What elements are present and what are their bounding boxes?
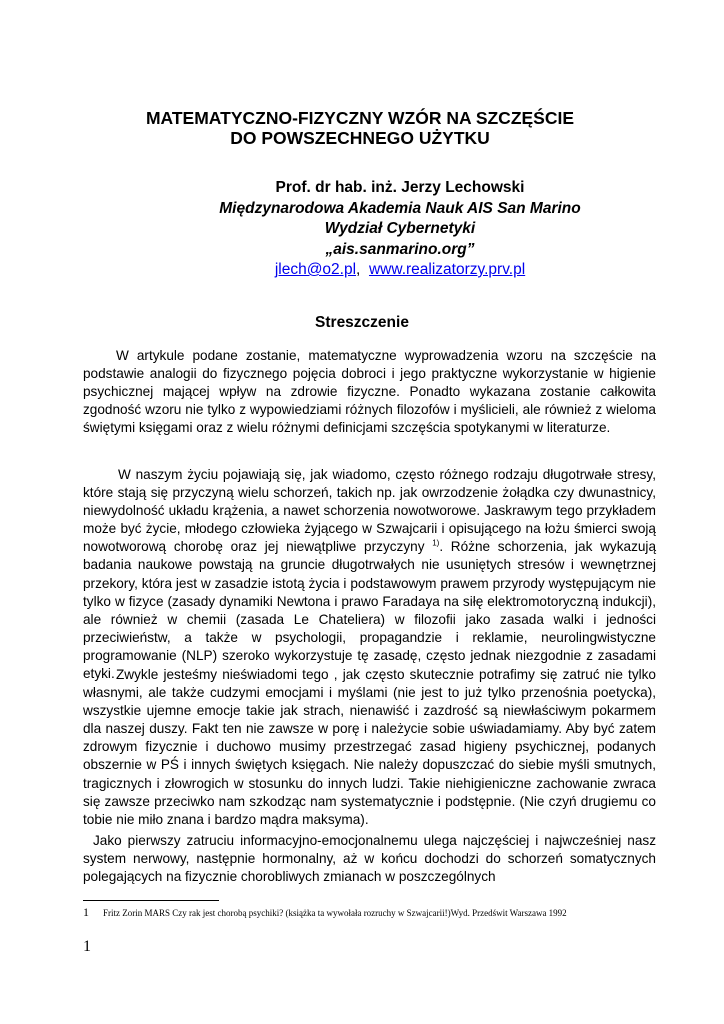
author-website-label: „ais.sanmarino.org” — [325, 240, 475, 258]
body-paragraph-1 — [83, 466, 656, 683]
author-department: Wydział Cybernetyki — [324, 220, 476, 237]
title-line-2: DO POWSZECHNEGO UŻYTKU — [230, 128, 490, 148]
footnote-number: 1 — [83, 905, 89, 919]
contact-separator: , — [356, 261, 361, 278]
footnote-divider — [83, 900, 219, 901]
email-link[interactable]: jlech@o2.pl — [274, 261, 357, 278]
body-paragraph-2: Zwykle jesteśmy nieświadomi tego , jak często skutecznie potrafimy się zatruć nie tylko własnymi, ale także cudzymi emocjami i myślami (nie jest to już tylko przenośnia poetycka), wszystkie ujemne emocje takie jak strach, nienawiść i zazdrość są niewłaściwym pokarmem dla naszej duszy. Fakt ten nie zawsze w porę i należycie sobie uświadamiamy. Aby być zatem zdrowym fizycznie i duchowo musimy przestrzegać zasad higieny psychicznej, podanych obszernie w PŚ i innych świętych księgach. Nie należy dopuszczać do siebie myśli smutnych, tragicznych i złowrogich w stosunku do innych ludzi. Takie niehigieniczne zachowanie zwraca się zawsze przeciwko nam szkodząc nam systematycznie i podstępnie. (Nie czyń drugiemu co tobie nie miło znana i bardzo mądra maksyma). — [83, 667, 656, 827]
paragraph-text: W naszym życiu pojawiają się, jak wiadomo, często różnego rodzaju długotrwałe stresy, które stają się przyczyną wielu schorzeń, takich np. jak owrzodzenie żołądka czy dwunastnicy, niewydolność układu krążenia, a nawet schorzenia nowotworowe. Jaskrawym tego przykładem może być życie, młodego człowieka żyjącego w Szwajcarii i opisującego na łożu śmierci swoją nowotworową chorobę oraz jej niewątpliwe przyczyny — [83, 467, 656, 555]
footnote-reference[interactable]: 1) — [432, 538, 440, 548]
title-line-1: MATEMATYCZNO-FIZYCZNY WZÓR NA SZCZĘŚCIE — [145, 108, 575, 128]
author-name: Prof. dr hab. inż. Jerzy Lechowski — [275, 179, 525, 196]
body-paragraph-3: Jako pierwszy zatruciu informacyjno-emocjonalnemu ulega najczęściej i najwcześniej nasz system nerwowy, następnie hormonalny, aż w końcu dochodzi do schorzeń somatycznych polegających na fizycznie chorobliwych zmianach w poszczególnych — [83, 833, 656, 885]
website-link[interactable]: www.realizatorzy.prv.pl — [368, 261, 526, 278]
abstract-paragraph: W artykule podane zostanie, matematyczne wyprowadzenia wzoru na szczęście na podstawie analogii do fizycznego pojęcia dobroci i jego praktyczne wykorzystanie w higienie psychicznej mającej wpływ na zdrowie fizyczne. Ponadto wykazana zostanie całkowita zgodność wzoru nie tylko z wypowiedziami różnych filozofów i myślicieli, ale również z wieloma świętymi księgami oraz z wielu różnymi definicjami szczęścia spotykanymi w literaturze. — [83, 348, 656, 436]
author-contact-links — [180, 260, 620, 281]
footnote-text: Fritz Zorin MARS Czy rak jest chorobą psychiki? (książka ta wywołała rozruchy w Szwajcarii!)Wyd. Przedświt Warszawa 1992 — [103, 908, 567, 918]
author-block — [180, 178, 620, 281]
paper-title — [80, 108, 640, 148]
page-number: 1 — [83, 938, 91, 955]
author-affiliation: Międzynarodowa Akademia Nauk AIS San Marino — [219, 199, 581, 217]
paragraph-text-continued: . Różne schorzenia, jak wykazują badania naukowe powstają na gruncie długotrwałych nie usuniętych stresów i wewnętrznej przekory, która jest w zasadzie istotą życia i podstawowym prawem przyrody występującym nie tylko w fizyce (zasady dynamiki Newtona i prawo Faradaya na siłę elektromotoryczną indukcji), ale również w chemii (zasada Le Chateliera) w filozofii jako zasada walki i jedności przeciwieństw, a także w psychologii, propagandzie i reklamie, neurolingwistyczne programowanie (NLP) szeroko wykorzystuje tę zasadę, często jednak niezgodnie z zasadami etyki. — [83, 539, 657, 682]
footnote — [83, 906, 656, 919]
abstract-heading: Streszczenie — [315, 314, 409, 331]
